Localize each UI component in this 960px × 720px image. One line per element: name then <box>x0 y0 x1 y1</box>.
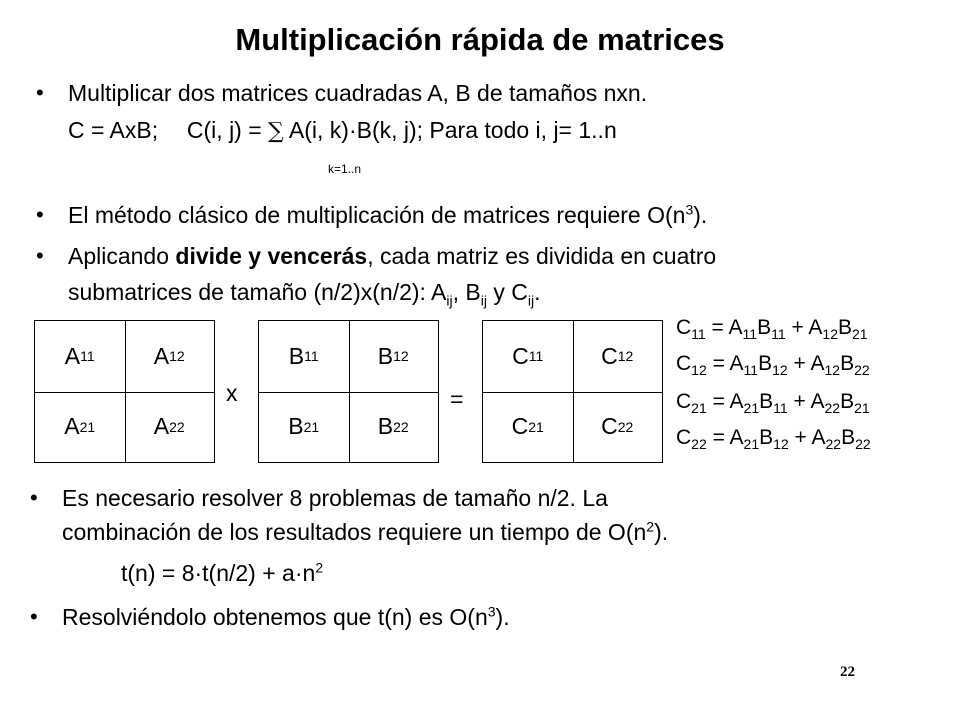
recurrence-equation: $t(n) = 8\cdot t(n/2) + a\cdot n^2$ <box>121 559 324 586</box>
matrix-b-cell-11: B 11 <box>288 342 319 369</box>
bullet-marker: • <box>36 243 44 268</box>
matrix-c-cell-21: C 21 <box>511 413 544 440</box>
matrix-a-diagram <box>34 320 215 463</box>
matrix-c-cell-22: C 22 <box>601 413 634 440</box>
matrix-c-diagram <box>482 320 663 463</box>
equation-c12: $C_{12} = A_{11}B_{12} + A_{12}B_{22}$ <box>676 352 870 379</box>
matrix-b-cell-21: B 21 <box>288 413 320 440</box>
matrix-a-cell-22: A 22 <box>153 413 185 440</box>
bold-phrase: divide y vencerás <box>175 243 368 269</box>
bullet-marker: • <box>30 485 38 510</box>
matrix-b-cell-12: B 12 <box>377 342 409 369</box>
sigma-symbol: ∑ <box>268 119 284 144</box>
equation-c11: $C_{11} = A_{11}B_{11} + A_{12}B_{21}$ <box>676 316 868 343</box>
sum-index: k=1..n <box>328 162 362 176</box>
bullet-3-line-1: Aplicando divide y vencerás, cada matriz es dividida en cuatro <box>68 243 717 269</box>
bullet-1-line-2 <box>68 115 617 147</box>
sum-expression: A(i, k)·B(k, j); Para todo i, j= 1..n <box>288 117 617 143</box>
equation-c21: $C_{21} = A_{21}B_{11} + A_{22}B_{21}$ <box>676 390 870 417</box>
bullet-marker: • <box>36 80 44 105</box>
bullet-marker: • <box>36 202 44 227</box>
element-definition: C(i, j) = <box>186 117 262 143</box>
matrix-a-cell-11: A 11 <box>64 342 95 369</box>
matrix-b-cell-22: B 22 <box>377 413 409 440</box>
bullet-4-line-1: Es necesario resolver 8 problemas de tamaño n/2. La <box>62 485 608 511</box>
product-definition: C = AxB; <box>68 117 159 143</box>
matrix-b-diagram <box>258 320 439 463</box>
page-number: 22 <box>840 664 855 680</box>
matrix-a-cell-21: A 21 <box>64 413 96 440</box>
times-symbol: x <box>226 380 238 406</box>
equals-symbol: = <box>450 386 464 412</box>
matrix-c-cell-11: C 11 <box>512 342 544 369</box>
bullet-4-line-2: combinación de los resultados requiere un tiempo de $O(n^2)$. <box>62 518 669 545</box>
bullet-3-line-2: submatrices de tamaño (n/2)x(n/2): $A_{ij}$, $B_{ij}$ y $C_{ij}$. <box>68 279 541 309</box>
bullet-5-text: Resolviéndolo obtenemos que t(n) es $O(n^3)$. <box>62 603 510 630</box>
matrix-a-cell-12: A 12 <box>153 342 185 369</box>
slide-title: Multiplicación rápida de matrices <box>235 22 725 57</box>
bullet-1-line-1: Multiplicar dos matrices cuadradas A, B de tamaños nxn. <box>68 80 648 106</box>
equation-c22: $C_{22} = A_{21}B_{12} + A_{22}B_{22}$ <box>676 426 871 453</box>
bullet-marker: • <box>30 604 38 629</box>
bullet-2-text: El método clásico de multiplicación de matrices requiere $O(n^3)$. <box>68 201 708 228</box>
matrix-c-cell-12: C 12 <box>601 342 634 369</box>
